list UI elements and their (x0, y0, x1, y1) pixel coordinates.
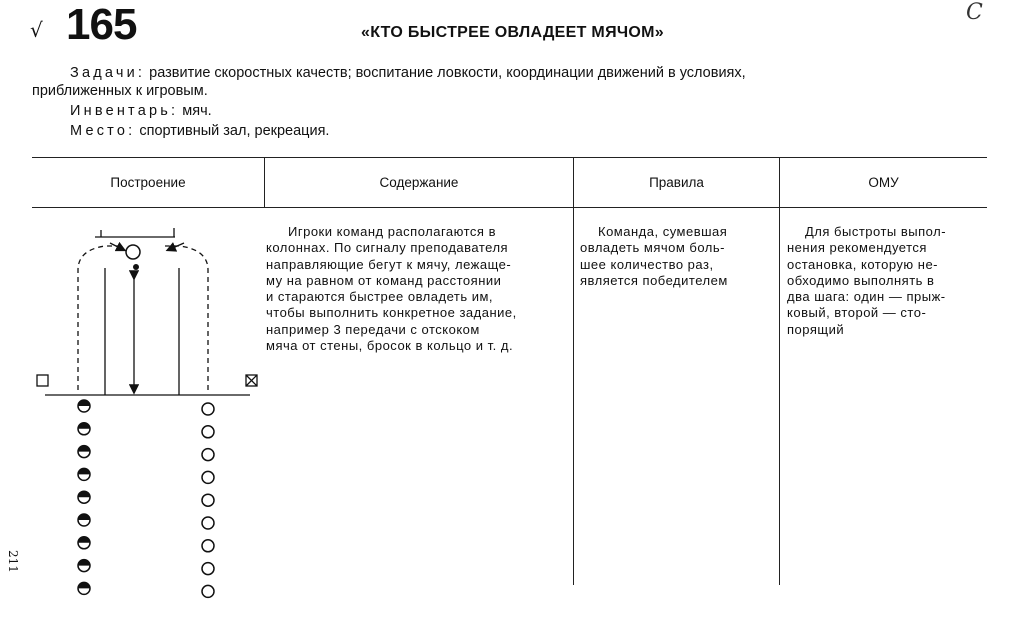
tasks-continuation: приближенных к игровым. (32, 83, 208, 99)
header-rules: Правила (649, 174, 704, 190)
column-divider-3 (779, 157, 780, 585)
right-team-player-icon (202, 585, 214, 597)
tasks-label: Задачи: (70, 65, 146, 81)
tasks-line (70, 63, 995, 83)
right-team-player-icon (202, 449, 214, 461)
inventory-line (70, 101, 212, 121)
table-header-rule (32, 207, 987, 208)
omu-line: порящий (787, 321, 845, 337)
game-number: 165 (66, 0, 137, 49)
formation-diagram (0, 210, 264, 610)
corner-mark: С (966, 0, 983, 25)
ball-icon (126, 245, 140, 259)
rules-line: шее количество раз, (580, 256, 714, 272)
content-line: му на равном от команд расстоянии (266, 272, 502, 288)
content-line: например 3 передачи с отскоком (266, 321, 480, 337)
right-team-column (202, 403, 214, 597)
right-run-path (165, 246, 208, 390)
game-title: «КТО БЫСТРЕЕ ОВЛАДЕЕТ МЯЧОМ» (361, 24, 664, 41)
page-number: 211 (6, 550, 20, 573)
right-team-player-icon (202, 471, 214, 483)
header-omu: ОМУ (868, 174, 899, 190)
content-line: направляющие бегут к мячу, лежаще- (266, 256, 512, 272)
content-line: и стараются быстрее овладеть им, (266, 289, 494, 305)
content-line: чтобы выполнить конкретное задание, (266, 305, 517, 321)
omu-line: нения рекомендуется (787, 240, 927, 256)
empty-square-marker (37, 375, 48, 386)
center-point (133, 264, 139, 270)
right-team-player-icon (202, 563, 214, 575)
tasks-text: развитие скоростных качеств; воспитание ловкости, координации движений в условиях, (149, 65, 746, 81)
right-team-player-icon (202, 494, 214, 506)
right-team-player-icon (202, 403, 214, 415)
content-line: колоннах. По сигналу преподавателя (266, 240, 509, 256)
omu-line: остановка, которую не- (787, 256, 939, 272)
omu-line: ковый, второй — сто- (787, 305, 927, 321)
right-approach-arrow (168, 243, 184, 250)
place-label: Место: (70, 123, 136, 139)
place-line (70, 121, 329, 141)
content-line: мяча от стены, бросок в кольцо и т. д. (266, 338, 514, 354)
left-team-column (78, 400, 90, 594)
omu-line: два шага: один — прыж- (787, 289, 946, 305)
column-divider-2 (573, 157, 574, 585)
omu-line: обходимо выполнять в (787, 272, 935, 288)
rules-cell (580, 224, 772, 289)
inventory-label: Инвентарь: (70, 103, 179, 119)
right-team-player-icon (202, 426, 214, 438)
header-construction: Построение (110, 174, 186, 190)
omu-line: Для быстроты выпол- (805, 224, 947, 239)
place-text: спортивный зал, рекреация. (139, 123, 330, 139)
rules-line: Команда, сумевшая (598, 224, 728, 239)
left-run-path (78, 246, 120, 390)
rules-line: является победителем (580, 272, 728, 288)
header-content: Содержание (379, 174, 459, 190)
inventory-text: мяч. (182, 103, 212, 119)
content-line: Игроки команд располагаются в (288, 224, 496, 239)
right-team-player-icon (202, 540, 214, 552)
content-cell (266, 224, 566, 354)
rules-line: овладеть мячом боль- (580, 240, 725, 256)
omu-cell (787, 224, 985, 338)
check-mark: √ (30, 18, 43, 42)
right-team-player-icon (202, 517, 214, 529)
